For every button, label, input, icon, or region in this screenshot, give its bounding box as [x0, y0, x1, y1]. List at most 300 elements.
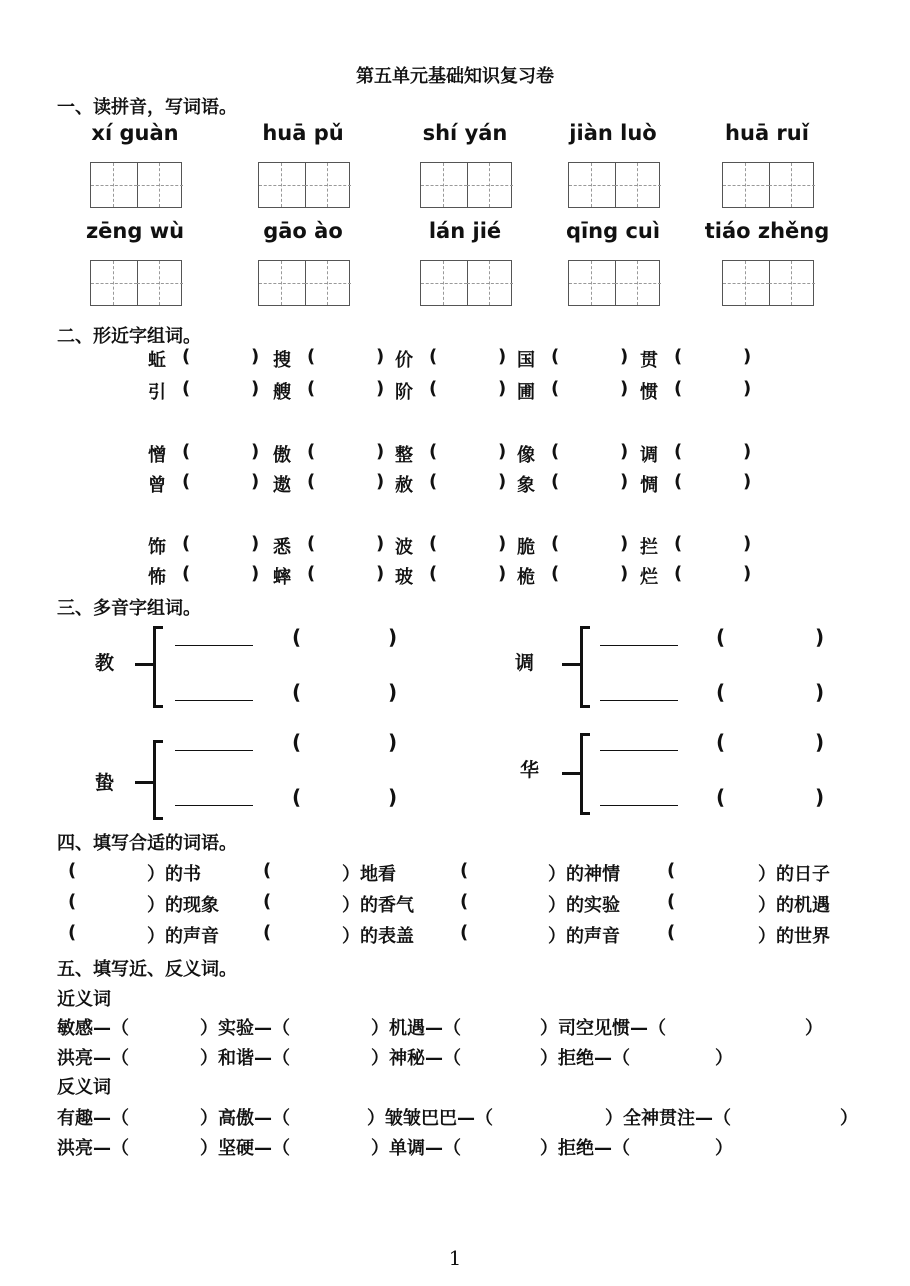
answer-blank[interactable]	[294, 1044, 369, 1066]
grid-cell[interactable]	[769, 261, 815, 305]
close-paren: )	[251, 533, 260, 554]
word-blank[interactable]	[175, 750, 253, 751]
writing-grid[interactable]	[722, 260, 814, 306]
writing-grid[interactable]	[420, 260, 512, 306]
grid-cell[interactable]	[569, 261, 616, 305]
word-pair-text: 敏感—（	[57, 1018, 129, 1039]
pinyin-blank[interactable]	[730, 625, 813, 649]
open-paren: (	[674, 471, 683, 492]
open-paren: (	[182, 346, 191, 367]
close-paren: )	[251, 563, 260, 584]
open-paren: (	[667, 922, 676, 943]
open-paren: (	[68, 860, 77, 881]
open-paren: (	[182, 471, 191, 492]
char-item: 艘	[273, 382, 291, 403]
answer-blank[interactable]	[82, 922, 145, 944]
answer-blank[interactable]	[465, 1044, 538, 1066]
word-blank[interactable]	[600, 645, 678, 646]
answer-blank[interactable]	[317, 563, 373, 585]
pinyin-label: gāo ào	[263, 219, 343, 243]
char-item: 圃	[517, 382, 535, 403]
answer-blank[interactable]	[634, 1134, 713, 1156]
phrase-text: ）的表盖	[342, 926, 414, 947]
brace-bar	[580, 626, 583, 708]
word-pair-text: ）	[805, 1018, 823, 1039]
answer-blank[interactable]	[439, 471, 495, 493]
close-paren: )	[620, 378, 629, 399]
answer-blank[interactable]	[681, 860, 756, 882]
open-paren: (	[716, 625, 726, 649]
open-paren: (	[182, 563, 191, 584]
brace-mid-tick	[562, 772, 580, 775]
grid-guide-horizontal	[305, 283, 351, 284]
grid-cell[interactable]	[305, 261, 351, 305]
char-item: 玻	[395, 567, 413, 588]
answer-blank[interactable]	[561, 346, 617, 368]
open-paren: (	[429, 441, 438, 462]
open-paren: (	[674, 346, 683, 367]
answer-blank[interactable]	[670, 1014, 803, 1036]
answer-blank[interactable]	[681, 922, 756, 944]
char-item: 国	[517, 350, 535, 371]
open-paren: (	[460, 860, 469, 881]
page-number: 1	[448, 1246, 462, 1270]
char-item: 傲	[273, 445, 291, 466]
char-item: 整	[395, 445, 413, 466]
brace-top-tick	[153, 626, 163, 629]
brace-bottom-tick	[580, 705, 590, 708]
word-pair-text: ）单调—（	[371, 1138, 461, 1159]
close-paren: )	[815, 785, 825, 809]
open-paren: (	[429, 471, 438, 492]
answer-blank[interactable]	[439, 378, 495, 400]
brace-bar	[580, 733, 583, 815]
word-pair-text: ）拒绝—（	[540, 1138, 630, 1159]
phrase-text: ）的香气	[342, 895, 414, 916]
grid-guide-horizontal	[91, 283, 137, 284]
answer-blank[interactable]	[684, 346, 740, 368]
answer-blank[interactable]	[561, 441, 617, 463]
writing-grid[interactable]	[258, 162, 350, 208]
grid-guide-horizontal	[259, 283, 305, 284]
writing-grid[interactable]	[568, 162, 660, 208]
open-paren: (	[716, 785, 726, 809]
grid-guide-horizontal	[769, 283, 815, 284]
answer-blank[interactable]	[317, 533, 373, 555]
close-paren: )	[620, 346, 629, 367]
answer-blank[interactable]	[439, 346, 495, 368]
grid-guide-horizontal	[467, 185, 513, 186]
pinyin-label: jiàn luò	[569, 121, 657, 145]
open-paren: (	[182, 441, 191, 462]
word-pair-text: ）司空见惯—（	[540, 1018, 666, 1039]
answer-blank[interactable]	[317, 441, 373, 463]
phrase-text: ）的声音	[548, 926, 620, 947]
close-paren: )	[251, 471, 260, 492]
phrase-text: ）的书	[147, 864, 201, 885]
answer-blank[interactable]	[634, 1044, 713, 1066]
char-item: 怖	[148, 567, 166, 588]
open-paren: (	[674, 563, 683, 584]
open-paren: (	[307, 346, 316, 367]
char-item: 贯	[640, 350, 658, 371]
grid-cell[interactable]	[259, 163, 306, 207]
close-paren: )	[498, 346, 507, 367]
answer-blank[interactable]	[133, 1104, 198, 1126]
word-pair-text: ）和谐—（	[200, 1048, 290, 1069]
open-paren: (	[551, 563, 560, 584]
word-pair-text: 有趣—（	[57, 1108, 129, 1129]
grid-guide-horizontal	[467, 283, 513, 284]
grid-cell[interactable]	[421, 261, 468, 305]
grid-guide-horizontal	[569, 283, 615, 284]
answer-blank[interactable]	[561, 471, 617, 493]
close-paren: )	[498, 471, 507, 492]
open-paren: (	[429, 346, 438, 367]
close-paren: )	[251, 346, 260, 367]
answer-blank[interactable]	[294, 1104, 365, 1126]
word-pair-text: ）	[715, 1138, 733, 1159]
writing-grid[interactable]	[568, 260, 660, 306]
polyphonic-char: 蛰	[95, 772, 115, 794]
answer-blank[interactable]	[192, 533, 248, 555]
open-paren: (	[292, 785, 302, 809]
answer-blank[interactable]	[277, 860, 340, 882]
open-paren: (	[551, 441, 560, 462]
close-paren: )	[620, 563, 629, 584]
open-paren: (	[307, 441, 316, 462]
close-paren: )	[376, 346, 385, 367]
char-item: 调	[640, 445, 658, 466]
brace-bar	[153, 740, 156, 820]
writing-grid[interactable]	[420, 162, 512, 208]
grid-guide-horizontal	[723, 185, 769, 186]
open-paren: (	[307, 378, 316, 399]
word-pair-text: ）	[840, 1108, 858, 1129]
answer-blank[interactable]	[684, 471, 740, 493]
grid-cell[interactable]	[467, 261, 513, 305]
open-paren: (	[716, 680, 726, 704]
char-item: 拦	[640, 537, 658, 558]
word-blank[interactable]	[600, 750, 678, 751]
char-item: 憎	[148, 445, 166, 466]
char-item: 桅	[517, 567, 535, 588]
brace-top-tick	[580, 626, 590, 629]
answer-blank[interactable]	[465, 1014, 538, 1036]
phrase-text: ）的声音	[147, 926, 219, 947]
open-paren: (	[551, 471, 560, 492]
word-pair-text: ）皱皱巴巴—（	[367, 1108, 493, 1129]
answer-blank[interactable]	[192, 441, 248, 463]
word-blank[interactable]	[175, 645, 253, 646]
close-paren: )	[498, 441, 507, 462]
grid-cell[interactable]	[305, 163, 351, 207]
word-pair-text: ）神秘—（	[371, 1048, 461, 1069]
char-item: 惆	[640, 475, 658, 496]
answer-blank[interactable]	[317, 346, 373, 368]
pinyin-label: lán jié	[428, 219, 502, 243]
grid-cell[interactable]	[137, 261, 183, 305]
char-item: 惯	[640, 382, 658, 403]
grid-cell[interactable]	[91, 261, 138, 305]
grid-guide-horizontal	[421, 185, 467, 186]
close-paren: )	[251, 378, 260, 399]
open-paren: (	[182, 533, 191, 554]
open-paren: (	[307, 471, 316, 492]
grid-guide-horizontal	[769, 185, 815, 186]
word-pair-text: ）	[715, 1048, 733, 1069]
word-blank[interactable]	[600, 805, 678, 806]
answer-blank[interactable]	[82, 891, 145, 913]
close-paren: )	[743, 471, 752, 492]
open-paren: (	[674, 441, 683, 462]
char-item: 脆	[517, 537, 535, 558]
brace-bottom-tick	[153, 705, 163, 708]
phrase-text: ）的实验	[548, 895, 620, 916]
char-item: 蚯	[148, 350, 166, 371]
open-paren: (	[307, 563, 316, 584]
close-paren: )	[498, 563, 507, 584]
char-item: 遨	[273, 475, 291, 496]
char-item: 悉	[273, 537, 291, 558]
open-paren: (	[307, 533, 316, 554]
answer-blank[interactable]	[681, 891, 756, 913]
char-item: 像	[517, 445, 535, 466]
char-item: 曾	[148, 475, 166, 496]
pinyin-label: zēng wù	[85, 219, 185, 243]
answer-blank[interactable]	[192, 346, 248, 368]
answer-blank[interactable]	[684, 378, 740, 400]
pinyin-blank[interactable]	[306, 680, 386, 704]
char-item: 饰	[148, 537, 166, 558]
open-paren: (	[551, 533, 560, 554]
close-paren: )	[743, 346, 752, 367]
phrase-text: ）地看	[342, 864, 396, 885]
grid-guide-horizontal	[615, 185, 661, 186]
antonym-label: 反义词	[57, 1077, 111, 1098]
close-paren: )	[620, 471, 629, 492]
answer-blank[interactable]	[192, 378, 248, 400]
open-paren: (	[460, 922, 469, 943]
brace-bottom-tick	[153, 817, 163, 820]
open-paren: (	[551, 378, 560, 399]
pinyin-blank[interactable]	[306, 785, 386, 809]
char-item: 阶	[395, 382, 413, 403]
pinyin-label: huā pǔ	[262, 121, 344, 145]
writing-grid[interactable]	[722, 162, 814, 208]
open-paren: (	[667, 891, 676, 912]
close-paren: )	[743, 441, 752, 462]
close-paren: )	[388, 625, 398, 649]
synonym-label: 近义词	[57, 989, 111, 1010]
grid-cell[interactable]	[91, 163, 138, 207]
writing-grid[interactable]	[90, 260, 182, 306]
open-paren: (	[429, 533, 438, 554]
word-pair-text: ）拒绝—（	[540, 1048, 630, 1069]
answer-blank[interactable]	[294, 1014, 369, 1036]
word-pair-text: ）坚硬—（	[200, 1138, 290, 1159]
word-pair-text: ）全神贯注—（	[605, 1108, 731, 1129]
answer-blank[interactable]	[294, 1134, 369, 1156]
brace-mid-tick	[135, 663, 153, 666]
char-item: 搜	[273, 350, 291, 371]
pinyin-label: huā ruǐ	[725, 121, 809, 145]
pinyin-label: shí yán	[422, 121, 508, 145]
answer-blank[interactable]	[684, 563, 740, 585]
grid-cell[interactable]	[769, 163, 815, 207]
phrase-text: ）的机遇	[758, 895, 830, 916]
char-item: 波	[395, 537, 413, 558]
brace-mid-tick	[562, 663, 580, 666]
word-blank[interactable]	[175, 700, 253, 701]
answer-blank[interactable]	[133, 1014, 198, 1036]
polyphonic-char: 华	[520, 759, 540, 781]
answer-blank[interactable]	[133, 1044, 198, 1066]
open-paren: (	[674, 533, 683, 554]
grid-guide-horizontal	[305, 185, 351, 186]
char-item: 烂	[640, 567, 658, 588]
word-pair-text: ）机遇—（	[371, 1018, 461, 1039]
open-paren: (	[674, 378, 683, 399]
grid-guide-horizontal	[723, 283, 769, 284]
section-3-heading: 三、多音字组词。	[57, 598, 201, 619]
answer-blank[interactable]	[439, 441, 495, 463]
answer-blank[interactable]	[474, 922, 546, 944]
brace-top-tick	[153, 740, 163, 743]
answer-blank[interactable]	[561, 563, 617, 585]
grid-guide-horizontal	[615, 283, 661, 284]
pinyin-label: xí guàn	[91, 121, 179, 145]
word-blank[interactable]	[175, 805, 253, 806]
pinyin-blank[interactable]	[730, 730, 813, 754]
section-5-heading: 五、填写近、反义词。	[57, 959, 237, 980]
close-paren: )	[388, 730, 398, 754]
close-paren: )	[376, 378, 385, 399]
char-item: 赦	[395, 475, 413, 496]
open-paren: (	[667, 860, 676, 881]
grid-cell[interactable]	[259, 261, 306, 305]
answer-blank[interactable]	[192, 563, 248, 585]
pinyin-blank[interactable]	[730, 785, 813, 809]
close-paren: )	[376, 471, 385, 492]
polyphonic-char: 调	[515, 652, 535, 674]
open-paren: (	[292, 730, 302, 754]
writing-grid[interactable]	[258, 260, 350, 306]
char-item: 象	[517, 475, 535, 496]
answer-blank[interactable]	[684, 533, 740, 555]
writing-grid[interactable]	[90, 162, 182, 208]
answer-blank[interactable]	[317, 471, 373, 493]
answer-blank[interactable]	[439, 533, 495, 555]
grid-cell[interactable]	[569, 163, 616, 207]
section-4-heading: 四、填写合适的词语。	[57, 833, 237, 854]
answer-blank[interactable]	[277, 891, 340, 913]
open-paren: (	[292, 625, 302, 649]
grid-guide-horizontal	[137, 185, 183, 186]
open-paren: (	[182, 378, 191, 399]
word-pair-text: 洪亮—（	[57, 1048, 129, 1069]
grid-guide-horizontal	[91, 185, 137, 186]
open-paren: (	[68, 891, 77, 912]
char-item: 蟀	[273, 567, 291, 588]
pinyin-label: tiáo zhěng	[704, 219, 830, 243]
answer-blank[interactable]	[735, 1104, 838, 1126]
close-paren: )	[743, 378, 752, 399]
close-paren: )	[743, 533, 752, 554]
char-item: 价	[395, 350, 413, 371]
open-paren: (	[68, 922, 77, 943]
close-paren: )	[376, 533, 385, 554]
grid-cell[interactable]	[723, 261, 770, 305]
answer-blank[interactable]	[317, 378, 373, 400]
answer-blank[interactable]	[465, 1134, 538, 1156]
phrase-text: ）的日子	[758, 864, 830, 885]
grid-cell[interactable]	[137, 163, 183, 207]
open-paren: (	[429, 563, 438, 584]
pinyin-label: qīng cuì	[565, 219, 661, 243]
answer-blank[interactable]	[192, 471, 248, 493]
open-paren: (	[292, 680, 302, 704]
grid-guide-horizontal	[259, 185, 305, 186]
close-paren: )	[743, 563, 752, 584]
open-paren: (	[716, 730, 726, 754]
answer-blank[interactable]	[277, 922, 340, 944]
answer-blank[interactable]	[497, 1104, 603, 1126]
answer-blank[interactable]	[82, 860, 145, 882]
page-title: 第五单元基础知识复习卷	[356, 66, 554, 87]
close-paren: )	[620, 533, 629, 554]
grid-cell[interactable]	[723, 163, 770, 207]
answer-blank[interactable]	[474, 891, 546, 913]
answer-blank[interactable]	[474, 860, 546, 882]
answer-blank[interactable]	[561, 378, 617, 400]
grid-guide-horizontal	[137, 283, 183, 284]
brace-bar	[153, 626, 156, 708]
close-paren: )	[376, 441, 385, 462]
grid-cell[interactable]	[615, 163, 661, 207]
polyphonic-char: 教	[95, 652, 115, 674]
answer-blank[interactable]	[684, 441, 740, 463]
open-paren: (	[263, 891, 272, 912]
word-pair-text: 洪亮—（	[57, 1138, 129, 1159]
word-blank[interactable]	[600, 700, 678, 701]
grid-cell[interactable]	[467, 163, 513, 207]
grid-cell[interactable]	[421, 163, 468, 207]
answer-blank[interactable]	[561, 533, 617, 555]
pinyin-blank[interactable]	[306, 730, 386, 754]
close-paren: )	[376, 563, 385, 584]
close-paren: )	[815, 625, 825, 649]
pinyin-blank[interactable]	[730, 680, 813, 704]
word-pair-text: ）高傲—（	[200, 1108, 290, 1129]
brace-bottom-tick	[580, 812, 590, 815]
phrase-text: ）的神情	[548, 864, 620, 885]
open-paren: (	[551, 346, 560, 367]
close-paren: )	[251, 441, 260, 462]
grid-cell[interactable]	[615, 261, 661, 305]
brace-top-tick	[580, 733, 590, 736]
grid-guide-horizontal	[569, 185, 615, 186]
answer-blank[interactable]	[439, 563, 495, 585]
grid-guide-horizontal	[421, 283, 467, 284]
word-pair-text: ）实验—（	[200, 1018, 290, 1039]
section-1-heading: 一、读拼音，写词语。	[57, 97, 237, 118]
pinyin-blank[interactable]	[306, 625, 386, 649]
answer-blank[interactable]	[133, 1134, 198, 1156]
close-paren: )	[620, 441, 629, 462]
close-paren: )	[498, 378, 507, 399]
open-paren: (	[429, 378, 438, 399]
